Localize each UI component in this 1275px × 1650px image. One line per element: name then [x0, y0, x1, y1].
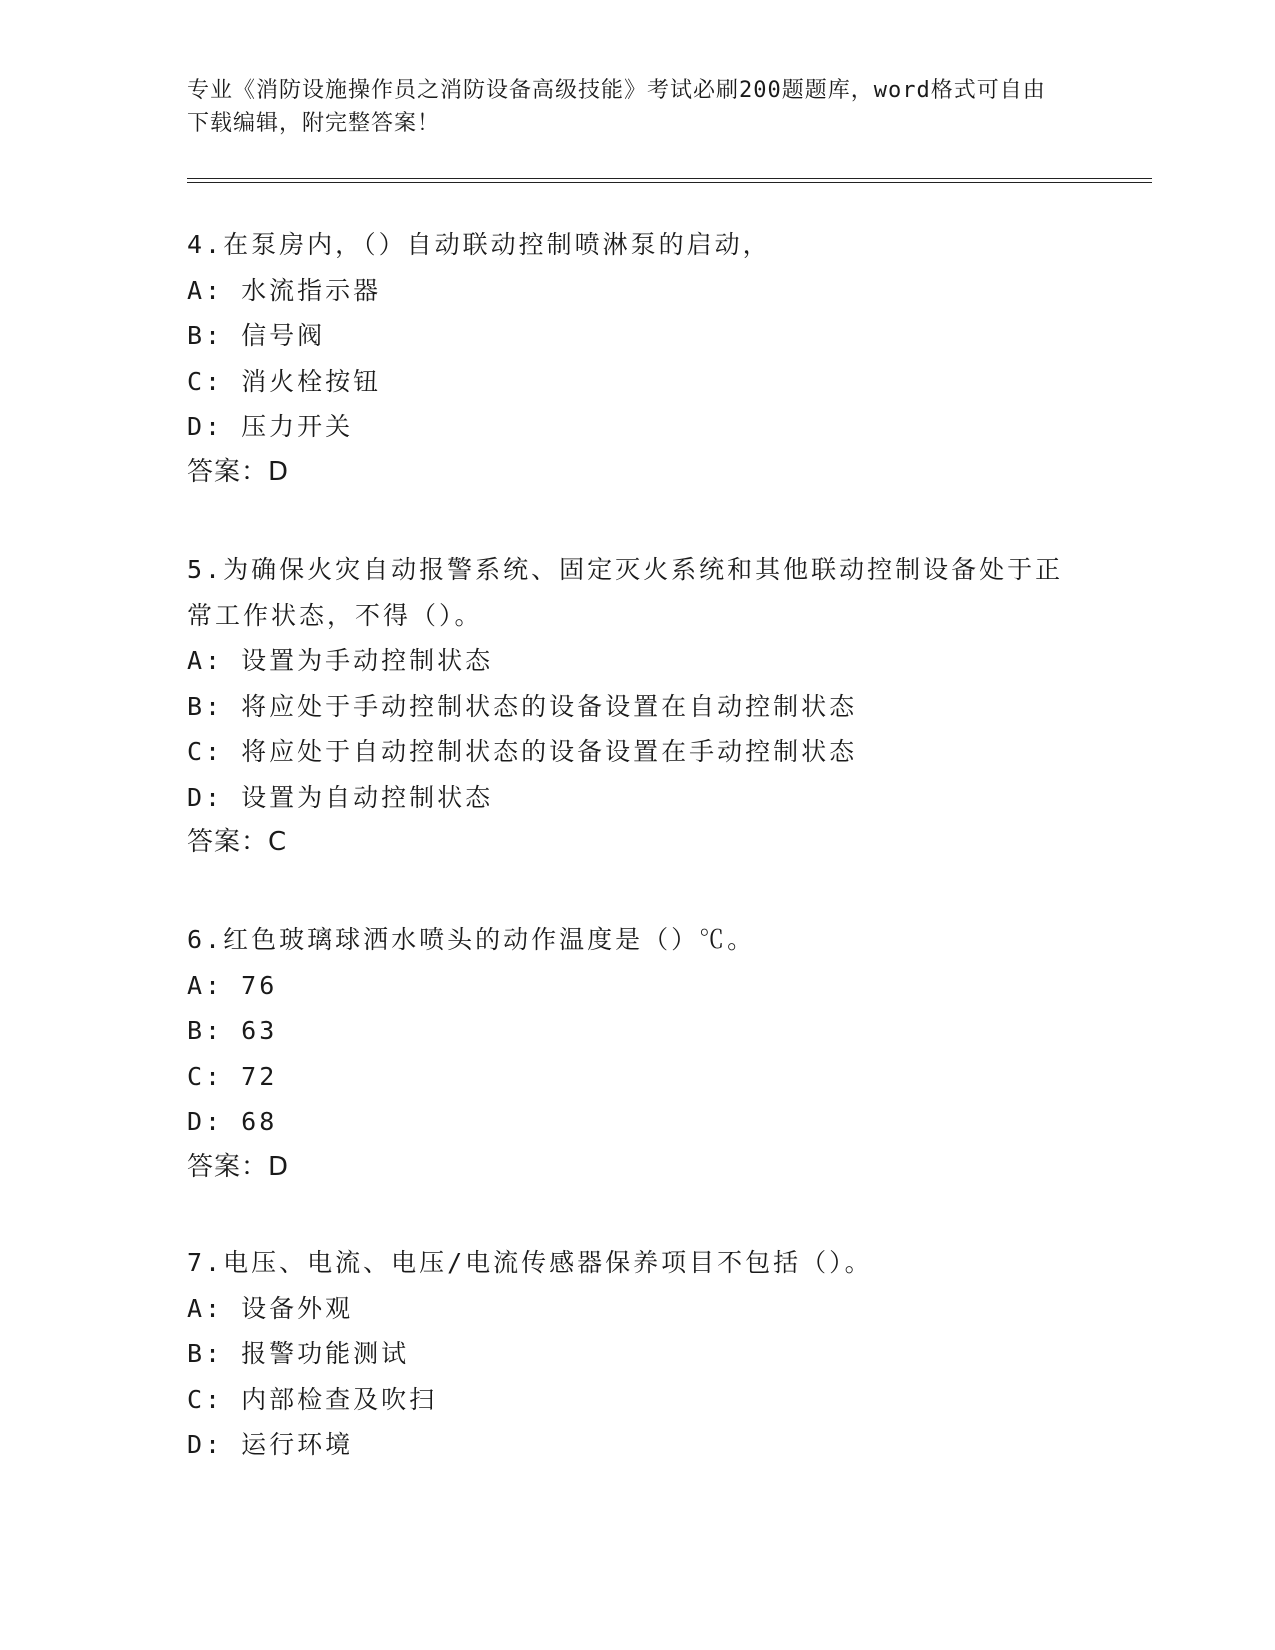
- option-b: B: 报警功能测试: [187, 1339, 410, 1368]
- answer-label: 答案：D: [187, 1151, 290, 1182]
- question-stem: 6.红色玻璃球洒水喷头的动作温度是（）℃。: [187, 925, 756, 954]
- option-c: C: 将应处于自动控制状态的设备设置在手动控制状态: [187, 737, 858, 766]
- question-7: [187, 1240, 1087, 1468]
- question-stem: 5.为确保火灾自动报警系统、固定灭火系统和其他联动控制设备处于正常工作状态，不得（）。: [187, 555, 1064, 630]
- document-header: 专业《消防设施操作员之消防设备高级技能》考试必刷200题题库，word格式可自由下载编辑，附完整答案！: [187, 78, 1046, 136]
- question-4: [187, 222, 1087, 495]
- answer-label: 答案：D: [187, 456, 290, 487]
- option-c: C: 72: [187, 1061, 278, 1091]
- option-c: C: 消火栓按钮: [187, 366, 382, 396]
- question-5: [187, 547, 1087, 866]
- question-stem: 7.电压、电流、电压/电流传感器保养项目不包括（）。: [187, 1248, 873, 1277]
- option-a: A: 设置为手动控制状态: [187, 646, 494, 675]
- option-d: D: 运行环境: [187, 1430, 354, 1459]
- question-6: [187, 917, 1087, 1190]
- option-d: D: 68: [187, 1107, 278, 1136]
- question-stem: 4.在泵房内，（）自动联动控制喷淋泵的启动，: [187, 230, 771, 259]
- option-a: A: 76: [187, 970, 278, 1000]
- option-a: A: 设备外观: [187, 1293, 354, 1323]
- answer-label: 答案：C: [187, 827, 288, 857]
- header-divider-top: [187, 178, 1152, 179]
- option-a: A: 水流指示器: [187, 275, 382, 305]
- option-b: B: 信号阀: [187, 321, 326, 350]
- option-b: B: 63: [187, 1016, 278, 1045]
- header-divider-bottom: [187, 182, 1152, 183]
- option-d: D: 设置为自动控制状态: [187, 782, 494, 812]
- option-d: D: 压力开关: [187, 412, 354, 441]
- option-c: C: 内部检查及吹扫: [187, 1384, 438, 1414]
- option-b: B: 将应处于手动控制状态的设备设置在自动控制状态: [187, 691, 858, 721]
